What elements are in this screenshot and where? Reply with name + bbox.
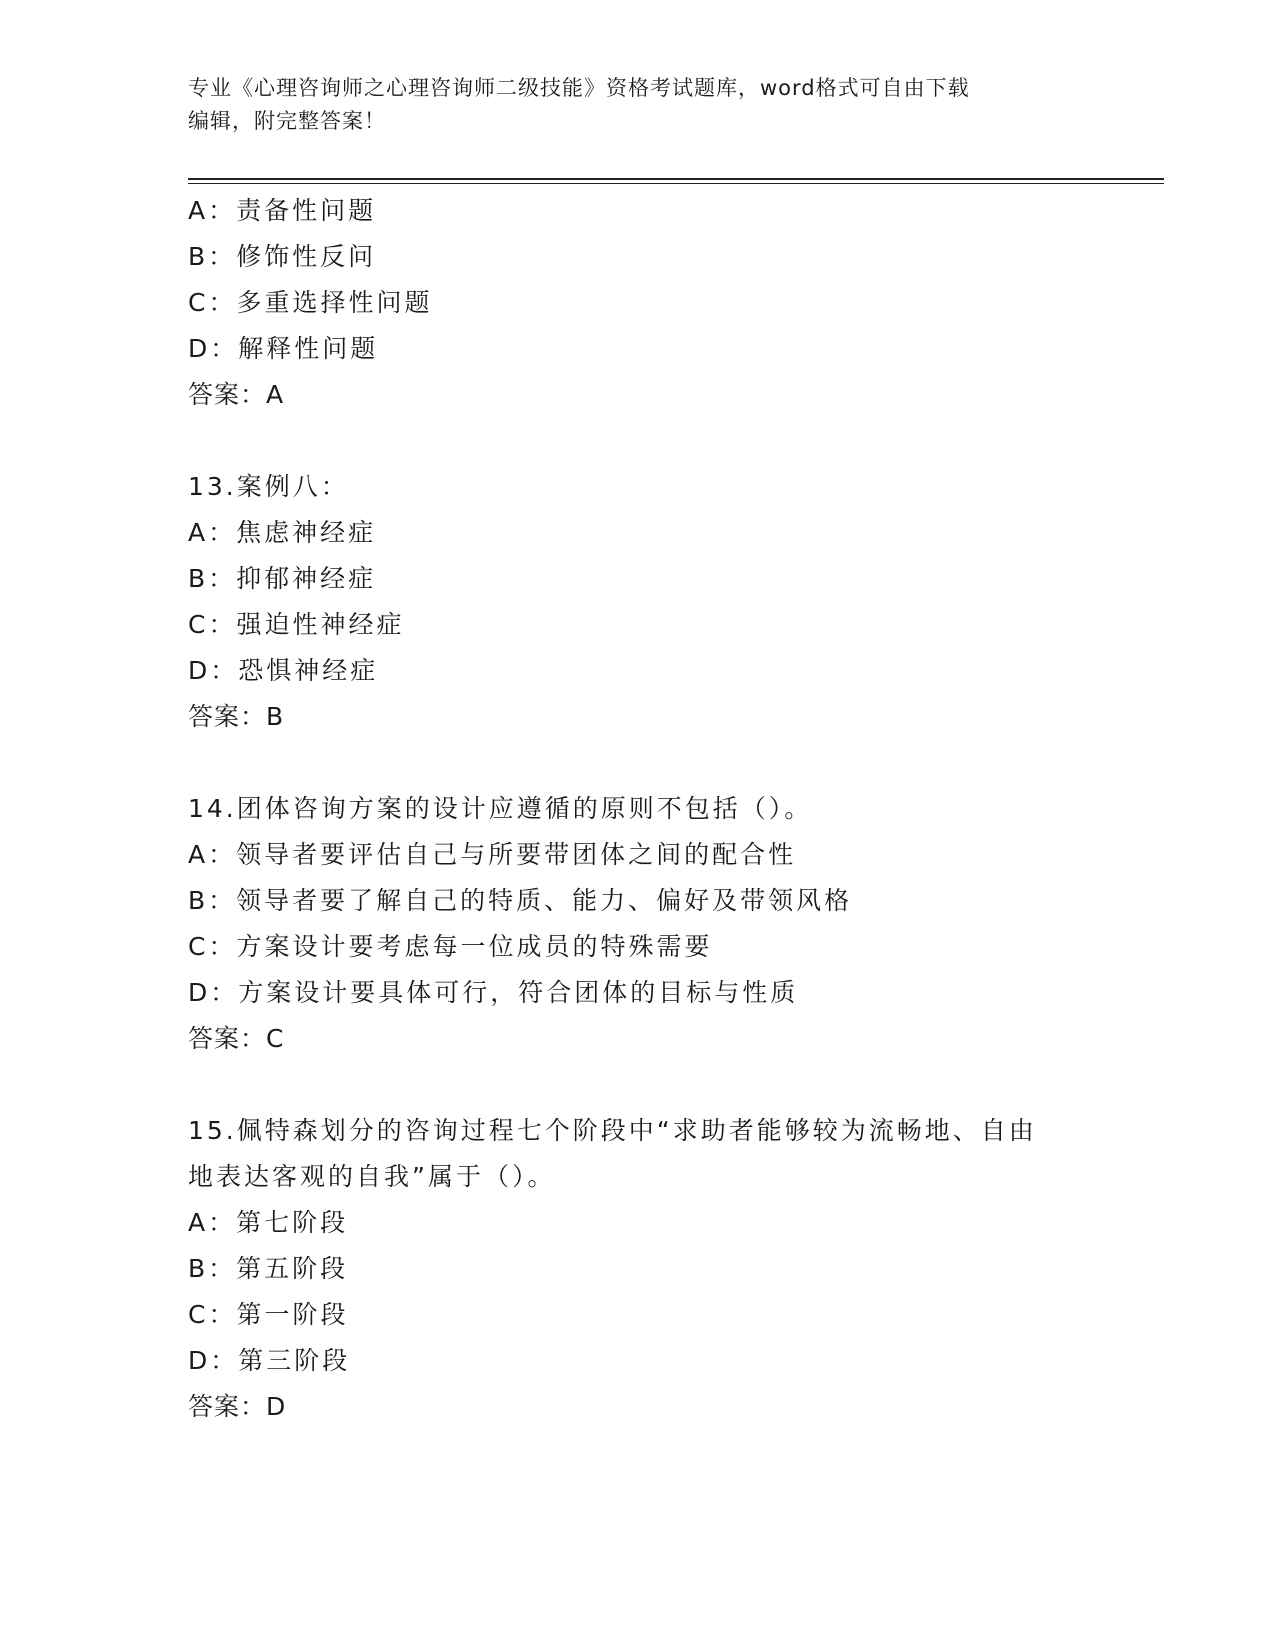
header-line-2: 编辑，附完整答案！	[188, 109, 386, 133]
header-rule-thin	[188, 183, 1164, 184]
q13-answer: 答案：B	[188, 702, 285, 731]
q13-option-b: B：抑郁神经症	[188, 564, 377, 593]
header-line-1: 专业《心理咨询师之心理咨询师二级技能》资格考试题库，word格式可自由下载	[188, 76, 970, 100]
q15-option-a: A：第七阶段	[188, 1208, 349, 1237]
question-13-block	[188, 464, 1148, 740]
q13-option-c: C：强迫性神经症	[188, 610, 405, 639]
q14-question: 14.团体咨询方案的设计应遵循的原则不包括（）。	[188, 794, 813, 823]
q12-option-b: B：修饰性反问	[188, 242, 377, 271]
q13-option-a: A：焦虑神经症	[188, 518, 377, 547]
q15-question-line-2: 地表达客观的自我”属于（）。	[188, 1162, 556, 1191]
q14-option-b: B：领导者要了解自己的特质、能力、偏好及带领风格	[188, 886, 853, 915]
q15-question-line-1: 15.佩特森划分的咨询过程七个阶段中“求助者能够较为流畅地、自由	[188, 1116, 1037, 1145]
question-15-block	[188, 1108, 1148, 1430]
q14-option-a: A：领导者要评估自己与所要带团体之间的配合性	[188, 840, 797, 869]
q15-option-b: B：第五阶段	[188, 1254, 349, 1283]
question-content	[188, 188, 1148, 1430]
q12-option-a: A：责备性问题	[188, 196, 377, 225]
question-14-block	[188, 786, 1148, 1062]
q14-option-c: C：方案设计要考虑每一位成员的特殊需要	[188, 932, 713, 961]
q12-option-c: C：多重选择性问题	[188, 288, 433, 317]
spacer	[188, 418, 1148, 464]
header-rule-thick	[188, 178, 1164, 180]
q15-option-d: D：第三阶段	[188, 1346, 351, 1375]
spacer	[188, 1062, 1148, 1108]
q13-question: 13.案例八：	[188, 472, 349, 501]
q12-option-d: D：解释性问题	[188, 334, 379, 363]
q14-answer: 答案：C	[188, 1024, 285, 1053]
q14-option-d: D：方案设计要具体可行，符合团体的目标与性质	[188, 978, 799, 1007]
q15-answer: 答案：D	[188, 1392, 287, 1421]
spacer	[188, 740, 1148, 786]
q15-option-c: C：第一阶段	[188, 1300, 349, 1329]
question-12-block	[188, 188, 1148, 418]
document-header	[188, 72, 1068, 138]
q12-answer: 答案：A	[188, 380, 285, 409]
q13-option-d: D：恐惧神经症	[188, 656, 379, 685]
